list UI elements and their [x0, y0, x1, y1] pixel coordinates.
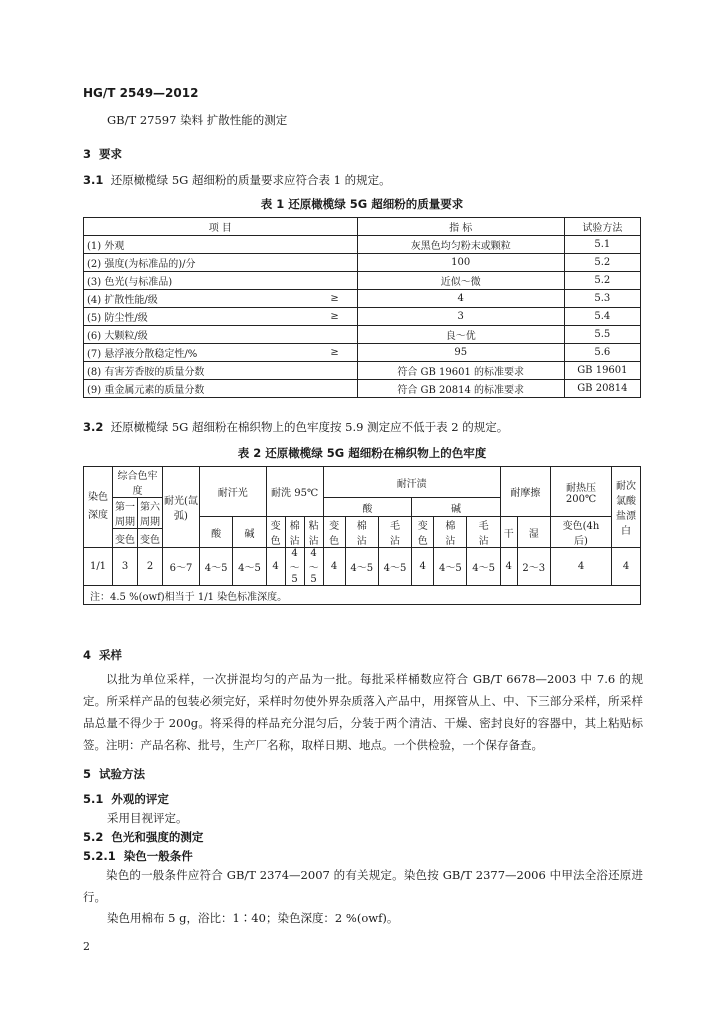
table1	[83, 217, 641, 398]
document-header: HG/T 2549—2012	[83, 86, 199, 100]
section-number: 5	[83, 767, 92, 781]
header-hot-change: 变色(4h后)	[551, 517, 612, 548]
value-cell: 3	[113, 548, 138, 586]
value-cell: 4～5	[434, 548, 467, 586]
clause-5-1-text: 采用目视评定。	[107, 811, 188, 825]
clause-title: 色光和强度的测定	[111, 830, 204, 844]
clause-title: 外观的评定	[111, 792, 169, 806]
page-number: 2	[83, 940, 90, 953]
clause-number: 5.2	[83, 830, 104, 844]
value-cell: 4～5	[467, 548, 500, 586]
header-acid-change: 变色	[323, 517, 345, 548]
section-title: 要求	[99, 147, 123, 161]
value-cell: 良～优	[357, 326, 564, 344]
header-rubbing: 耐摩擦	[500, 467, 550, 517]
header-alkali-change: 变色	[412, 517, 434, 548]
value-cell: 4	[412, 548, 434, 586]
method-cell: 5.4	[564, 308, 640, 326]
table1-caption: 表 1 还原橄榄绿 5G 超细粉的质量要求	[260, 197, 464, 211]
header-sweat-light: 耐汗光	[200, 467, 267, 517]
table-row	[84, 272, 641, 290]
value-cell: 4	[357, 290, 564, 308]
header-wash-cotton: 棉沾	[285, 517, 304, 548]
value-cell: 4	[612, 548, 641, 586]
table-row	[84, 344, 641, 362]
section-4-heading	[83, 647, 122, 663]
header-rub-wet: 湿	[517, 517, 550, 548]
table2	[83, 466, 641, 605]
value-cell: 3	[357, 308, 564, 326]
method-cell: 5.3	[564, 290, 640, 308]
header-perspiration-alkali: 碱	[412, 498, 501, 517]
value-cell: 2	[138, 548, 163, 586]
header-wash: 耐洗 95℃	[266, 467, 323, 517]
value-cell: 6～7	[163, 548, 200, 586]
header-rub-dry: 干	[500, 517, 517, 548]
clause-text: 还原橄榄绿 5G 超细粉在棉织物上的色牢度按 5.9 测定应不低于表 2 的规定。	[110, 420, 509, 434]
item-cell: (3) 色光(与标准品)	[84, 272, 312, 290]
item-cell: (1) 外观	[84, 236, 312, 254]
clause-number: 3.1	[83, 173, 104, 187]
value-cell: 4	[551, 548, 612, 586]
section-number: 4	[83, 648, 92, 662]
table-row	[84, 290, 641, 308]
sign-cell	[312, 380, 358, 398]
sign-cell	[312, 272, 358, 290]
header-dye-depth: 染色深度	[84, 467, 113, 548]
header-period-1: 第一周期	[113, 498, 138, 529]
table-row	[84, 326, 641, 344]
table1-header-row	[84, 218, 641, 236]
sign-cell	[312, 326, 358, 344]
table-row	[84, 362, 641, 380]
clause-number: 5.2.1	[83, 849, 116, 863]
method-cell: GB 20814	[564, 380, 640, 398]
value-cell: 符合 GB 20814 的标准要求	[357, 380, 564, 398]
clause-number: 5.1	[83, 792, 104, 806]
value-cell: 4	[500, 548, 517, 586]
header-hot-press: 耐热压 200℃	[551, 467, 612, 517]
header-acid-wool: 毛沾	[378, 517, 411, 548]
table-row	[84, 548, 641, 586]
value-cell: 4～5	[345, 548, 378, 586]
item-cell: (4) 扩散性能/级	[84, 290, 312, 308]
value-cell: 4～5	[200, 548, 233, 586]
value-cell: 100	[357, 254, 564, 272]
item-cell: (7) 悬浮液分散稳定性/%	[84, 344, 312, 362]
value-cell: 灰黑色均匀粉末或颗粒	[357, 236, 564, 254]
header-change-1: 变色	[113, 529, 138, 548]
item-cell: (9) 重金属元素的质量分数	[84, 380, 312, 398]
table-row	[84, 254, 641, 272]
sign-cell: ≥	[312, 344, 358, 362]
header-sweat-acid: 酸	[200, 517, 233, 548]
value-cell: 2～3	[517, 548, 550, 586]
section-title: 试验方法	[99, 767, 146, 781]
value-cell: 符合 GB 19601 的标准要求	[357, 362, 564, 380]
clause-5-2-1-text: 染色的一般条件应符合 GB/T 2374—2007 的有关规定。染色按 GB/T 2377—2006 中甲法全浴还原进行。	[83, 868, 643, 904]
value-cell: 4～5	[285, 548, 304, 586]
value-cell: 95	[357, 344, 564, 362]
clause-title: 染色一般条件	[123, 849, 193, 863]
method-cell: 5.6	[564, 344, 640, 362]
method-cell: GB 19601	[564, 362, 640, 380]
method-cell: 5.2	[564, 272, 640, 290]
header-wash-viscose: 粘沾	[304, 517, 323, 548]
clause-5-2-1-heading	[83, 848, 193, 864]
sign-cell: ≥	[312, 290, 358, 308]
header-perspiration-acid: 酸	[323, 498, 412, 517]
header-overall-fastness: 综合色牢度	[113, 467, 163, 498]
header-alkali-cotton: 棉沾	[434, 517, 467, 548]
value-cell: 1/1	[84, 548, 113, 586]
method-cell: 5.5	[564, 326, 640, 344]
clause-number: 3.2	[83, 420, 104, 434]
value-cell: 4～5	[233, 548, 266, 586]
table-row	[84, 236, 641, 254]
header-alkali-wool: 毛沾	[467, 517, 500, 548]
header-light: 耐光(氙弧)	[163, 467, 200, 548]
clause-text: 还原橄榄绿 5G 超细粉的质量要求应符合表 1 的规定。	[110, 173, 391, 187]
header-change-2: 变色	[138, 529, 163, 548]
value-cell: 近似～微	[357, 272, 564, 290]
item-cell: (8) 有害芳香胺的质量分数	[84, 362, 312, 380]
table1-header-item: 项 目	[84, 218, 358, 236]
clause-3-1	[83, 172, 391, 188]
value-cell: 4～5	[304, 548, 323, 586]
section-4-paragraph: 以批为单位采样，一次拼混均匀的产品为一批。每批采样桶数应符合 GB/T 6678—2003 中 7.6 的规定。所采样产品的包装必须完好，采样时勿使外界杂质落入产品中，用探管从上、中、下三部分采样，所采样品总量不得少于 200g。将采得的样品充分混匀后，分装于两个清洁、干燥、密封良好的容器中，其上粘贴标签。注明：产品名称、批号，生产厂名称，取样日期、地点。一个供检验，一个保存备查。	[83, 672, 643, 752]
section-title: 采样	[99, 648, 123, 662]
item-cell: (6) 大颗粒/级	[84, 326, 312, 344]
clause-3-2	[83, 419, 508, 435]
table1-header-method: 试验方法	[564, 218, 640, 236]
header-acid-cotton: 棉沾	[345, 517, 378, 548]
sign-cell	[312, 254, 358, 272]
header-period-6: 第六周期	[138, 498, 163, 529]
table-row	[84, 308, 641, 326]
table2-caption: 表 2 还原橄榄绿 5G 超细粉在棉织物上的色牢度	[237, 446, 487, 460]
sign-cell: ≥	[312, 308, 358, 326]
value-cell: 4～5	[378, 548, 411, 586]
section-5-heading	[83, 766, 145, 782]
item-cell: (5) 防尘性/级	[84, 308, 312, 326]
value-cell: 4	[323, 548, 345, 586]
sign-cell	[312, 236, 358, 254]
clause-5-2-heading	[83, 829, 203, 845]
sign-cell	[312, 362, 358, 380]
value-cell: 4	[266, 548, 285, 586]
header-sweat-alkali: 碱	[233, 517, 266, 548]
clause-5-2-1-conditions: 染色用棉布 5 g，浴比：1∶40；染色深度：2 %(owf)。	[107, 911, 399, 925]
clause-5-1-heading	[83, 791, 169, 807]
table2-note: 注：4.5 %(owf)相当于 1/1 染色标准深度。	[84, 586, 641, 605]
header-perspiration: 耐汗渍	[323, 467, 500, 498]
reference-line: GB/T 27597 染料 扩散性能的测定	[107, 113, 288, 127]
method-cell: 5.2	[564, 254, 640, 272]
item-cell: (2) 强度(为标准品的)/分	[84, 254, 312, 272]
section-number: 3	[83, 147, 92, 161]
table-row	[84, 380, 641, 398]
table1-header-value: 指 标	[357, 218, 564, 236]
method-cell: 5.1	[564, 236, 640, 254]
section-3-heading	[83, 146, 122, 162]
header-bleach: 耐次氯酸盐漂白	[612, 467, 641, 548]
header-wash-change: 变色	[266, 517, 285, 548]
